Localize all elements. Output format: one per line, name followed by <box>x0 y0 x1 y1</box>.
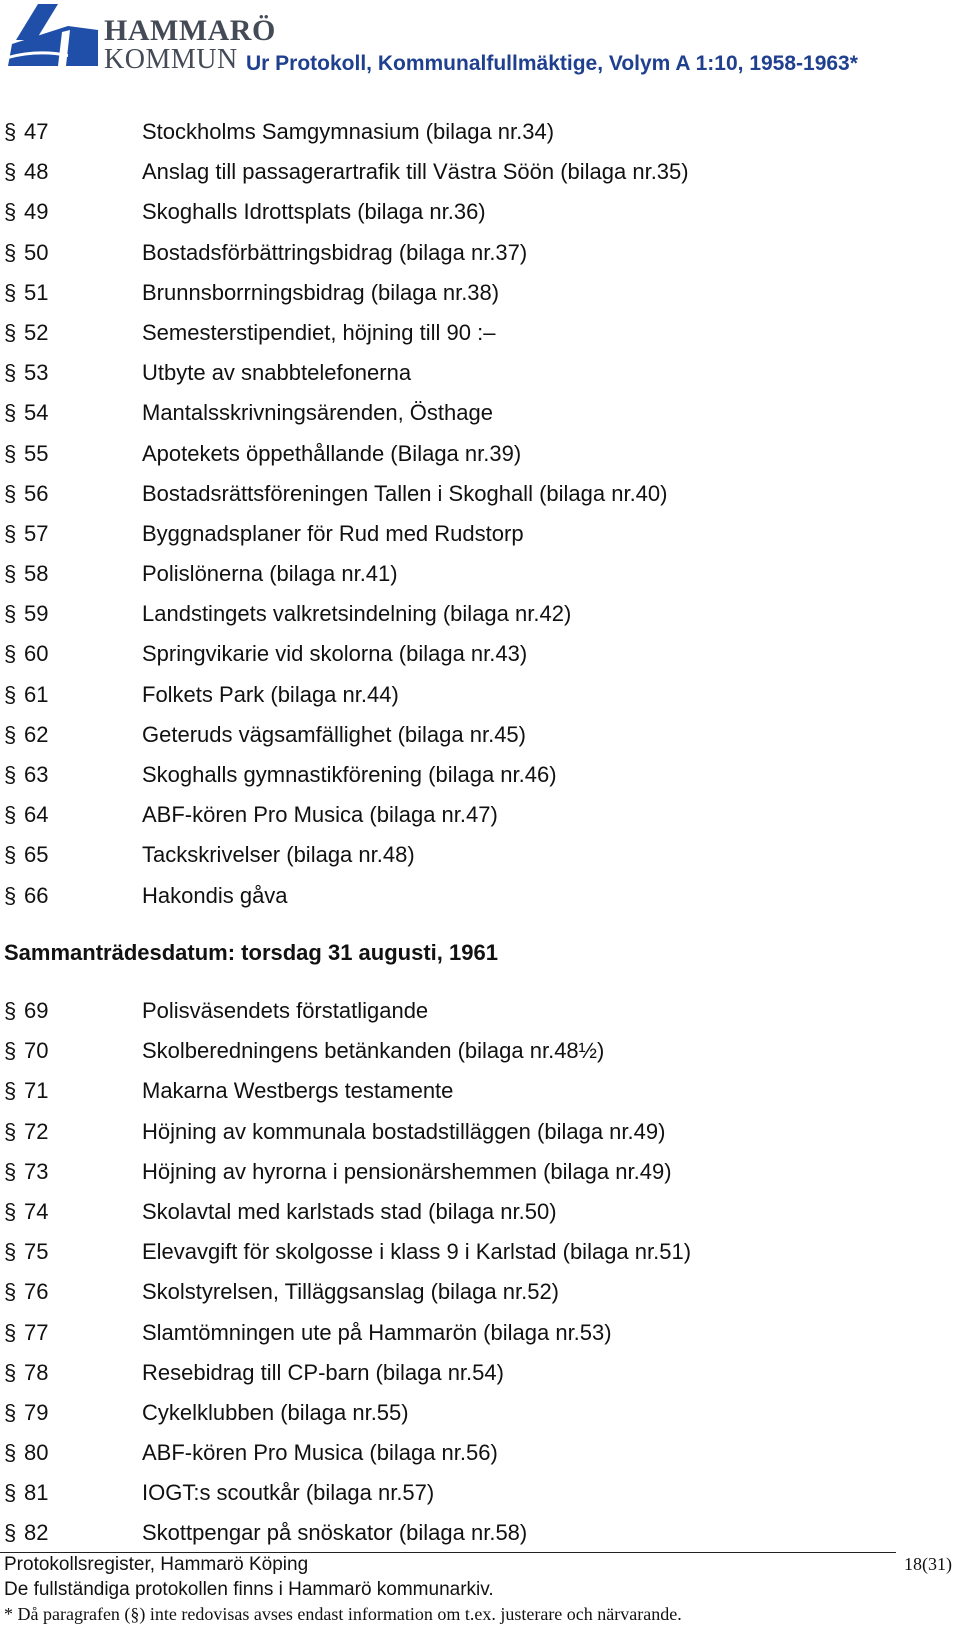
section-symbol: § <box>4 882 17 908</box>
section-symbol: § <box>4 1239 17 1265</box>
list-item <box>0 192 960 232</box>
footer-divider <box>0 1552 896 1553</box>
paragraph-title: Semesterstipendiet, höjning till 90 :– <box>142 319 496 345</box>
paragraph-number: 52 <box>24 319 49 345</box>
paragraph-title: Skolstyrelsen, Tilläggsanslag (bilaga nr.52) <box>142 1279 560 1305</box>
section-symbol: § <box>4 802 17 828</box>
document-title: Ur Protokoll, Kommunalfullmäktige, Volym A 1:10, 1958-1963* <box>246 52 858 75</box>
section-symbol: § <box>4 762 17 787</box>
section-symbol: § <box>4 1359 17 1385</box>
footer-asterisk-note: * Då paragrafen (§) inte redovisas avses endast information om t.ex. justerare och närvarande. <box>4 1604 682 1624</box>
section-symbol: § <box>4 721 17 747</box>
list-item <box>0 474 960 514</box>
footer-register: Protokollsregister, Hammarö Köping <box>4 1554 309 1575</box>
list-item <box>0 514 960 554</box>
paragraph-title: Mantalsskrivningsärenden, Östhage <box>142 400 493 426</box>
section-symbol: § <box>4 1480 17 1506</box>
section-symbol: § <box>4 199 17 225</box>
paragraph-title: Bostadsrättsföreningen Tallen i Skoghall (bilaga nr.40) <box>142 480 668 506</box>
section-symbol: § <box>4 400 17 426</box>
list-item <box>0 313 960 353</box>
paragraph-title: Tackskrivelser (bilaga nr.48) <box>142 842 415 868</box>
paragraph-title: Skolberedningens betänkanden (bilaga nr.48½) <box>142 1038 605 1064</box>
paragraph-number: 66 <box>24 882 49 908</box>
paragraph-number: 59 <box>24 601 49 627</box>
list-item <box>0 675 960 715</box>
section-symbol: § <box>4 1198 17 1224</box>
paragraph-number: 62 <box>24 721 49 747</box>
list-item <box>0 795 960 835</box>
paragraph-number: 82 <box>24 1520 49 1546</box>
paragraph-number: 49 <box>24 199 49 225</box>
paragraph-title: Elevavgift för skolgosse i klass 9 i Karlstad (bilaga nr.51) <box>142 1239 692 1265</box>
paragraph-title: Brunnsborrningsbidrag (bilaga nr.38) <box>142 279 500 305</box>
paragraph-title: Skolavtal med karlstads stad (bilaga nr.50) <box>142 1198 557 1224</box>
paragraph-title: Cykelklubben (bilaga nr.55) <box>142 1399 409 1425</box>
section-symbol: § <box>4 480 17 506</box>
paragraph-number: 51 <box>24 279 49 305</box>
section-symbol: § <box>4 1118 17 1144</box>
brand-name-line2: KOMMUN <box>104 44 238 75</box>
paragraph-number: 47 <box>24 119 49 144</box>
section-symbol: § <box>4 1440 17 1466</box>
section-symbol: § <box>4 520 17 546</box>
paragraph-title: ABF-kören Pro Musica (bilaga nr.56) <box>142 1440 498 1466</box>
paragraph-number: 61 <box>24 681 49 707</box>
paragraph-number: 60 <box>24 641 49 667</box>
list-item <box>0 991 960 1031</box>
list-item <box>0 1192 960 1232</box>
section-symbol: § <box>4 1078 17 1104</box>
list-item <box>0 1071 960 1111</box>
hammaro-logo-icon <box>8 4 100 68</box>
paragraph-number: 71 <box>24 1078 49 1104</box>
paragraph-title: Folkets Park (bilaga nr.44) <box>142 681 399 707</box>
section-symbol: § <box>4 842 17 868</box>
paragraph-list-2 <box>0 991 960 1554</box>
paragraph-title: Landstingets valkretsindelning (bilaga nr.42) <box>142 601 572 627</box>
section-symbol: § <box>4 1038 17 1064</box>
section-symbol: § <box>4 319 17 345</box>
section-symbol: § <box>4 239 17 265</box>
paragraph-number: 58 <box>24 561 49 587</box>
list-item <box>0 876 960 916</box>
list-item <box>0 715 960 755</box>
paragraph-title: Resebidrag till CP-barn (bilaga nr.54) <box>142 1359 504 1385</box>
list-item <box>0 1353 960 1393</box>
list-item <box>0 393 960 433</box>
paragraph-title: Slamtömningen ute på Hammarön (bilaga nr.53) <box>142 1319 612 1345</box>
section-symbol: § <box>4 998 17 1023</box>
section-symbol: § <box>4 279 17 305</box>
footer-archive-note: De fullständiga protokollen finns i Hammarö kommunarkiv. <box>4 1579 494 1600</box>
list-item <box>0 554 960 594</box>
paragraph-number: 69 <box>24 998 49 1023</box>
paragraph-number: 55 <box>24 440 49 466</box>
list-item <box>0 1393 960 1433</box>
list-item <box>0 233 960 273</box>
section-symbol: § <box>4 1158 17 1184</box>
section-symbol: § <box>4 561 17 587</box>
paragraph-number: 70 <box>24 1038 49 1064</box>
paragraph-number: 64 <box>24 802 49 828</box>
list-item <box>0 112 960 152</box>
list-item <box>0 273 960 313</box>
paragraph-number: 73 <box>24 1158 49 1184</box>
paragraph-number: 77 <box>24 1319 49 1345</box>
paragraph-number: 74 <box>24 1198 49 1224</box>
paragraph-list <box>0 112 960 916</box>
hammaro-logo <box>8 4 276 75</box>
paragraph-number: 56 <box>24 480 49 506</box>
paragraph-number: 65 <box>24 842 49 868</box>
paragraph-title: Utbyte av snabbtelefonerna <box>142 360 412 386</box>
list-item <box>0 634 960 674</box>
paragraph-title: Apotekets öppethållande (Bilaga nr.39) <box>142 440 522 466</box>
section-symbol: § <box>4 440 17 466</box>
list-item <box>0 1232 960 1272</box>
section-symbol: § <box>4 681 17 707</box>
list-item <box>0 152 960 192</box>
paragraph-title: Anslag till passagerartrafik till Västra Söön (bilaga nr.35) <box>142 159 689 185</box>
paragraph-number: 78 <box>24 1359 49 1385</box>
section-symbol: § <box>4 641 17 667</box>
page-header <box>0 0 960 90</box>
section-symbol: § <box>4 1319 17 1345</box>
paragraph-title: Polislönerna (bilaga nr.41) <box>142 561 398 587</box>
section-symbol: § <box>4 119 17 144</box>
paragraph-number: 81 <box>24 1480 49 1506</box>
list-item <box>0 755 960 795</box>
list-item <box>0 1152 960 1192</box>
page-number: 18(31) <box>904 1554 952 1574</box>
list-item <box>0 434 960 474</box>
section-symbol: § <box>4 1399 17 1425</box>
list-item <box>0 1031 960 1071</box>
paragraph-title: Skottpengar på snöskator (bilaga nr.58) <box>142 1520 528 1546</box>
list-item <box>0 594 960 634</box>
paragraph-title: Höjning av hyrorna i pensionärshemmen (bilaga nr.49) <box>142 1158 672 1184</box>
paragraph-number: 57 <box>24 520 49 546</box>
paragraph-number: 50 <box>24 239 49 265</box>
paragraph-title: Springvikarie vid skolorna (bilaga nr.43) <box>142 641 528 667</box>
paragraph-title: Makarna Westbergs testamente <box>142 1078 454 1104</box>
paragraph-title: Skoghalls gymnastikförening (bilaga nr.46) <box>142 762 557 787</box>
list-item <box>0 1473 960 1513</box>
paragraph-title: Hakondis gåva <box>142 882 288 908</box>
list-item <box>0 1272 960 1312</box>
brand-name-line1: HAMMARÖ <box>104 14 276 47</box>
paragraph-number: 63 <box>24 762 49 787</box>
list-item <box>0 835 960 875</box>
paragraph-number: 53 <box>24 360 49 386</box>
list-item <box>0 353 960 393</box>
section-symbol: § <box>4 601 17 627</box>
meeting-date: Sammanträdesdatum: torsdag 31 augusti, 1961 <box>4 940 498 965</box>
paragraph-number: 72 <box>24 1118 49 1144</box>
list-item <box>0 1313 960 1353</box>
list-item <box>0 1433 960 1473</box>
list-item <box>0 1513 960 1553</box>
section-symbol: § <box>4 1279 17 1305</box>
paragraph-title: Stockholms Samgymnasium (bilaga nr.34) <box>142 119 555 144</box>
paragraph-title: Höjning av kommunala bostadstilläggen (bilaga nr.49) <box>142 1118 666 1144</box>
paragraph-title: Polisväsendets förstatligande <box>142 998 429 1023</box>
paragraph-title: IOGT:s scoutkår (bilaga nr.57) <box>142 1480 435 1506</box>
paragraph-title: Geteruds vägsamfällighet (bilaga nr.45) <box>142 721 526 747</box>
paragraph-number: 54 <box>24 400 49 426</box>
paragraph-number: 76 <box>24 1279 49 1305</box>
section-symbol: § <box>4 159 17 185</box>
paragraph-title: ABF-kören Pro Musica (bilaga nr.47) <box>142 802 498 828</box>
list-item <box>0 1112 960 1152</box>
paragraph-title: Byggnadsplaner för Rud med Rudstorp <box>142 520 524 546</box>
paragraph-title: Skoghalls Idrottsplats (bilaga nr.36) <box>142 199 486 225</box>
paragraph-number: 80 <box>24 1440 49 1466</box>
paragraph-number: 48 <box>24 159 49 185</box>
section-symbol: § <box>4 1520 17 1546</box>
paragraph-number: 75 <box>24 1239 49 1265</box>
section-symbol: § <box>4 360 17 386</box>
paragraph-title: Bostadsförbättringsbidrag (bilaga nr.37) <box>142 239 528 265</box>
paragraph-number: 79 <box>24 1399 49 1425</box>
